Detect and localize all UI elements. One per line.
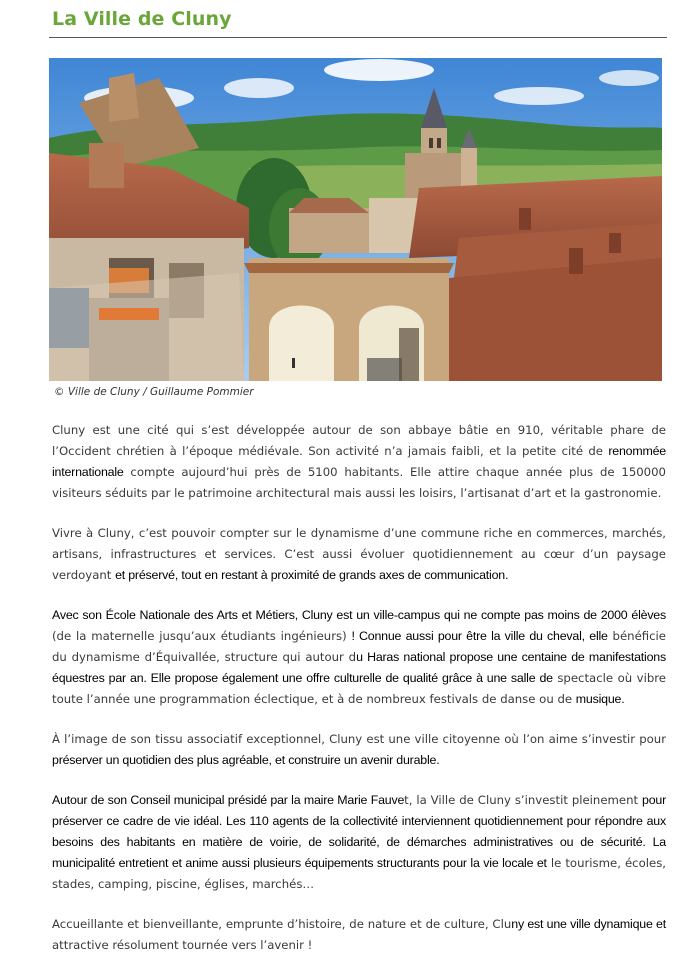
text-segment: compte aujourd’hui près de 5100 habitants. Elle attire chaque année plus de 150000 visiteurs séduits par le patrimoine architectural mais aussi les loisirs, l’artisanat d’art et la gastronomie. xyxy=(52,465,666,500)
text-segment: t, la Ville de Cluny s’investit pleinement xyxy=(404,793,642,807)
page-title: La Ville de Cluny xyxy=(52,8,232,30)
text-segment: (de la maternelle jusqu’aux étudiants ingénieurs) xyxy=(52,629,352,643)
cluny-photo xyxy=(49,58,662,381)
text-segment: et préservé, tout en restant à proximité de grands axes de communication. xyxy=(115,568,509,582)
title-divider xyxy=(49,37,667,38)
text-segment: spectacle où vibre toute l’année une programmation éclectique, et à de nombreux festivals de danse ou de xyxy=(52,671,666,706)
text-segment: u Haras national propose une centaine de manifestations équestres par an. Elle propose également une offre culturelle de qualité grâce à une salle de xyxy=(52,650,666,685)
text-segment: Autour de son Conseil municipal présidé par la maire Marie Fauve xyxy=(52,793,405,807)
article-paragraph xyxy=(52,914,666,956)
article-paragraph xyxy=(52,420,666,504)
photo-caption: © Ville de Cluny / Guillaume Pommier xyxy=(54,386,254,398)
text-segment: pour préserver ce cadre de vie idéal. Les 110 agents de la collectivité interviennent quotidiennement pour répondre aux besoins des habitants en matière de voirie, de solidarité, de démarches administratives ou de sécurité. La municipalité entretient et anime aussi plusieurs équipements structurants pour la vie locale et xyxy=(52,793,666,870)
article-paragraph xyxy=(52,605,666,710)
article-paragraph xyxy=(52,523,666,586)
text-segment: bénéficie du dynamisme d’Équivallée, structure qui autour d xyxy=(52,629,666,664)
text-segment: renommée internationale xyxy=(52,444,666,479)
article-paragraph xyxy=(52,790,666,895)
text-segment: À l’image de son tissu associatif exceptionnel, Cluny est une ville citoyenne où l’on aime s’investir pour xyxy=(52,732,666,746)
text-segment: Cluny est une cité qui s’est développée autour de son abbaye bâtie en 910, véritable phare de l’Occident chrétien à l’époque médiévale. Son activité n’a jamais faibli, et la petite cité de xyxy=(52,423,666,458)
article-body xyxy=(52,420,666,975)
text-segment: ! Connue aussi pour être la ville du cheval, elle xyxy=(351,629,608,643)
text-segment: attractive résolument tournée vers l’avenir ! xyxy=(52,938,313,952)
cluny-photo-illustration xyxy=(49,58,662,381)
text-segment: préserver un quotidien des plus agréable, et construire un avenir durable. xyxy=(52,753,440,767)
text-segment: le tourisme, écoles, stades, camping, piscine, églises, marchés… xyxy=(52,856,666,891)
article-paragraph xyxy=(52,729,666,771)
text-segment: musique. xyxy=(575,692,625,706)
text-segment: Accueillante et bienveillante, emprunte d’histoire, de nature et de culture, Clu xyxy=(52,917,512,931)
text-segment: ny est une ville dynamique et xyxy=(511,917,666,931)
text-segment: Vivre à Cluny, c’est pouvoir compter sur le dynamisme d’une commune riche en commerces, marchés, artisans, infrastructures et services. C’est aussi évoluer quotidiennement au cœur d’un paysage verdoyant xyxy=(52,526,666,582)
text-segment: Avec son École Nationale des Arts et Métiers, Cluny est un ville-campus qui ne compte pas moins de 2000 élèves xyxy=(52,608,666,622)
